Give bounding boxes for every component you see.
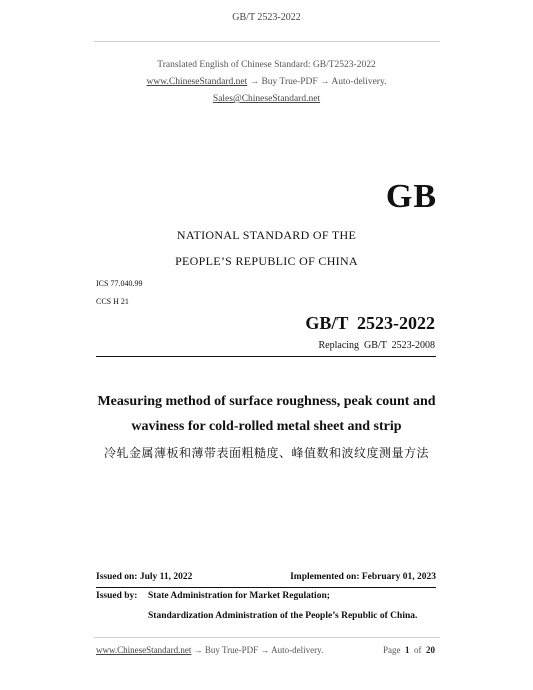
page-of: of (414, 645, 422, 655)
footer-divider (94, 637, 440, 638)
page-total: 20 (426, 645, 435, 655)
ics-code: ICS 77.040.99 (96, 279, 143, 288)
title-en-line1: Measuring method of surface roughness, peak count and (97, 394, 436, 409)
national-standard-line2: PEOPLE’S REPUBLIC OF CHINA (175, 254, 358, 268)
title-en-line2: waviness for cold-rolled metal sheet and strip (131, 419, 402, 434)
page-label: Page (383, 645, 401, 655)
email-line (0, 94, 533, 104)
ccs-code: CCS H 21 (96, 297, 129, 306)
page-indicator (383, 645, 435, 655)
gb-logo: GB (385, 178, 437, 215)
standard-number: GB/T 2523-2022 (305, 313, 435, 333)
issued-date: Issued on: July 11, 2022 (96, 572, 193, 582)
issuer-line2: Standardization Administration of the People’s Republic of China. (148, 611, 418, 621)
site-link[interactable]: www.ChineseStandard.net (146, 77, 248, 87)
translation-notice: Translated English of Chinese Standard: GB/T2523-2022 (157, 60, 376, 70)
implemented-date: Implemented on: February 01, 2023 (290, 572, 436, 582)
national-standard-line1: NATIONAL STANDARD OF THE (176, 228, 357, 242)
running-header: GB/T 2523-2022 (232, 12, 301, 23)
title-divider (96, 356, 436, 357)
header-divider (94, 41, 440, 42)
replacing-standard: Replacing GB/T 2523-2008 (318, 340, 435, 351)
footer-buy-text: → Buy True-PDF → Auto-delivery. (193, 645, 324, 655)
dates-divider (96, 587, 436, 588)
footer-purchase-line (96, 645, 323, 655)
issued-by-label: Issued by: (96, 591, 138, 601)
buy-text: → Buy True-PDF → Auto-delivery. (249, 77, 387, 87)
purchase-line (0, 77, 533, 87)
issuer-line1: State Administration for Market Regulation; (148, 591, 330, 601)
page-current: 1 (405, 645, 410, 655)
title-zh: 冷轧金属薄板和薄带表面粗糙度、峰值数和波纹度测量方法 (103, 446, 429, 460)
footer-site-link[interactable]: www.ChineseStandard.net (96, 645, 192, 655)
email-link[interactable]: Sales@ChineseStandard.net (212, 94, 321, 104)
